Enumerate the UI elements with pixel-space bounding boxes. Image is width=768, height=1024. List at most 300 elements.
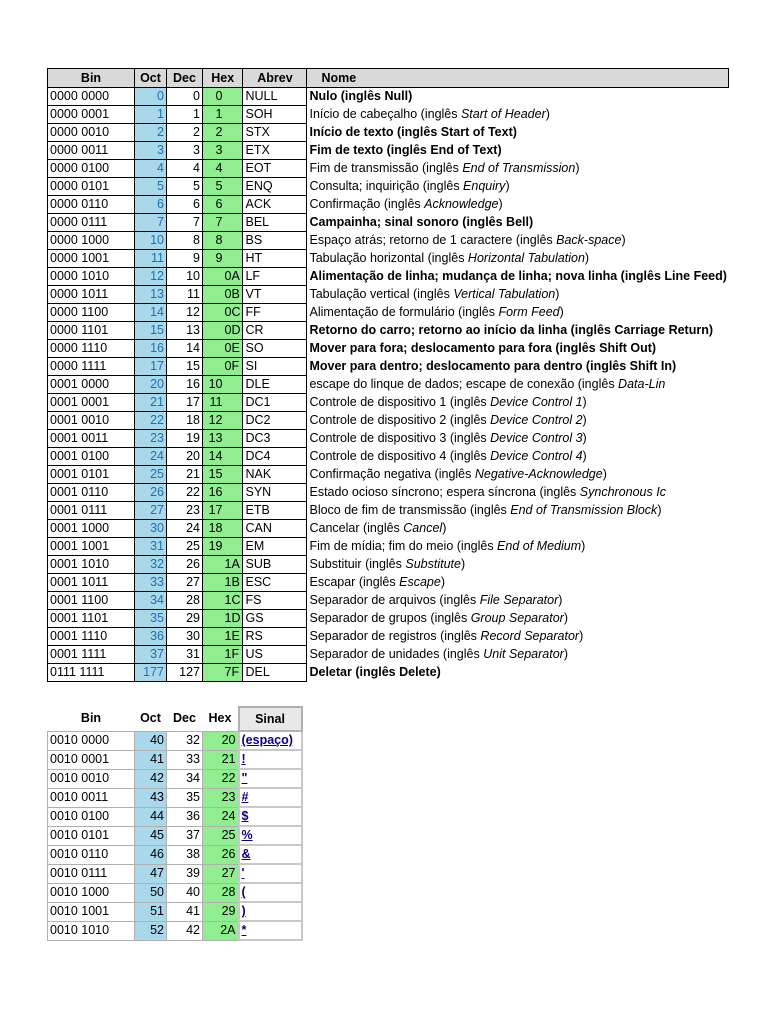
- cell-bin: 0010 1010: [48, 921, 135, 940]
- cell-bin: 0000 0111: [48, 214, 135, 232]
- printable-characters-table: [47, 706, 303, 941]
- cell-hex-letter: 1F: [225, 646, 243, 664]
- table-row: [48, 484, 729, 502]
- table-row: [48, 807, 302, 826]
- nome-text: Controle de dispositivo 1 (inglês: [309, 395, 491, 409]
- cell-bin: 0001 1000: [48, 520, 135, 538]
- cell-abrev: SYN: [243, 484, 307, 502]
- cell-dec: 8: [167, 232, 203, 250]
- cell-hex-letter: [225, 142, 243, 160]
- cell-abrev: ENQ: [243, 178, 307, 196]
- cell-oct: 35: [135, 610, 167, 628]
- cell-nome: [307, 538, 729, 556]
- cell-nome: [307, 214, 729, 232]
- cell-bin: 0010 0000: [48, 731, 135, 750]
- cell-sinal: [239, 788, 302, 807]
- table-row: [48, 921, 302, 940]
- cell-abrev: EM: [243, 538, 307, 556]
- cell-bin: 0001 1110: [48, 628, 135, 646]
- cell-dec: 31: [167, 646, 203, 664]
- nome-tail: ): [442, 521, 447, 535]
- cell-dec: 26: [167, 556, 203, 574]
- cell-nome: [307, 88, 729, 106]
- cell-hex-letter: [225, 394, 243, 412]
- table-row: [48, 106, 729, 124]
- table-row: [48, 610, 729, 628]
- ascii-control-table: [47, 68, 729, 682]
- cell-hex: 4: [203, 160, 225, 178]
- nome-english-term: Vertical Tabulation: [453, 287, 556, 301]
- nome-english-term: Device Control 1: [490, 395, 583, 409]
- cell-bin: 0000 1101: [48, 322, 135, 340]
- nome-text: Mover para fora; deslocamento para fora (inglês Shift Out): [309, 341, 657, 355]
- table-header-row: [48, 69, 729, 88]
- table-row: [48, 304, 729, 322]
- cell-hex-letter: 1C: [225, 592, 243, 610]
- table-row: [48, 750, 302, 769]
- sinal-link[interactable]: %: [241, 828, 253, 842]
- nome-text: Deletar (inglês Delete): [309, 665, 441, 679]
- cell-oct: 0: [135, 88, 167, 106]
- table-row: [48, 574, 729, 592]
- cell-dec: 19: [167, 430, 203, 448]
- cell-hex: 14: [203, 448, 225, 466]
- cell-hex: 0: [203, 88, 225, 106]
- cell-nome: [307, 142, 729, 160]
- nome-tail: ): [505, 179, 510, 193]
- nome-english-term: Group Separator: [470, 611, 564, 625]
- sinal-link[interactable]: #: [241, 790, 249, 804]
- cell-bin: 0000 0110: [48, 196, 135, 214]
- table-row: [48, 664, 729, 682]
- cell-hex: 7: [203, 214, 225, 232]
- cell-bin: 0000 1111: [48, 358, 135, 376]
- nome-tail: ): [559, 305, 564, 319]
- cell-hex-letter: [225, 196, 243, 214]
- cell-bin: 0000 1011: [48, 286, 135, 304]
- nome-english-term: End of Transmission Block: [510, 503, 658, 517]
- cell-oct: 42: [135, 769, 167, 788]
- cell-nome: [307, 160, 729, 178]
- header-oct: Oct: [135, 69, 167, 88]
- cell-bin: 0000 1100: [48, 304, 135, 322]
- cell-nome: [307, 178, 729, 196]
- cell-oct: 21: [135, 394, 167, 412]
- nome-english-term: Device Control 3: [490, 431, 583, 445]
- cell-bin: 0010 0011: [48, 788, 135, 807]
- cell-nome: [307, 232, 729, 250]
- cell-hex: [203, 268, 225, 286]
- sinal-link[interactable]: !: [241, 752, 246, 766]
- cell-bin: 0001 1101: [48, 610, 135, 628]
- nome-text: Alimentação de linha; mudança de linha; nova linha (inglês Line Feed): [309, 269, 727, 283]
- cell-abrev: DC4: [243, 448, 307, 466]
- cell-bin: 0010 0101: [48, 826, 135, 845]
- nome-text: Separador de arquivos (inglês: [309, 593, 480, 607]
- sinal-link[interactable]: *: [241, 923, 247, 937]
- nome-text: Escapar (inglês: [309, 575, 400, 589]
- cell-dec: 36: [167, 807, 203, 826]
- cell-nome: [307, 466, 729, 484]
- nome-tail: ): [555, 287, 560, 301]
- cell-bin: 0010 0010: [48, 769, 135, 788]
- cell-dec: 40: [167, 883, 203, 902]
- nome-text: Nulo (inglês Null): [309, 89, 413, 104]
- cell-hex-letter: [225, 214, 243, 232]
- cell-hex: 11: [203, 394, 225, 412]
- cell-hex: 10: [203, 376, 225, 394]
- cell-abrev: DLE: [243, 376, 307, 394]
- cell-bin: 0010 0111: [48, 864, 135, 883]
- nome-english-term: Substitute: [405, 557, 461, 571]
- cell-hex: [203, 322, 225, 340]
- cell-hex: 9: [203, 250, 225, 268]
- cell-oct: 2: [135, 124, 167, 142]
- cell-hex-letter: 0D: [225, 322, 243, 340]
- cell-nome: [307, 646, 729, 664]
- cell-abrev: GS: [243, 610, 307, 628]
- cell-abrev: DC2: [243, 412, 307, 430]
- table-row: [48, 142, 729, 160]
- cell-hex: 28: [203, 883, 239, 902]
- nome-text: Mover para dentro; deslocamento para dentro (inglês Shift In): [309, 359, 677, 373]
- cell-hex: 3: [203, 142, 225, 160]
- cell-hex-letter: [225, 502, 243, 520]
- nome-text: escape do linque de dados; escape de conexão (inglês: [309, 377, 619, 391]
- cell-dec: 32: [167, 731, 203, 750]
- cell-nome: [307, 376, 729, 394]
- cell-hex-letter: [225, 466, 243, 484]
- cell-oct: 43: [135, 788, 167, 807]
- cell-hex-letter: [225, 376, 243, 394]
- cell-hex-letter: 1B: [225, 574, 243, 592]
- table-row: [48, 160, 729, 178]
- cell-abrev: SOH: [243, 106, 307, 124]
- cell-dec: 24: [167, 520, 203, 538]
- table-row: [48, 769, 302, 788]
- sinal-link[interactable]: ): [241, 904, 246, 918]
- cell-hex: [203, 628, 225, 646]
- cell-hex: 24: [203, 807, 239, 826]
- sinal-link[interactable]: $: [241, 809, 249, 823]
- cell-abrev: NULL: [243, 88, 307, 106]
- ascii-printable-table: [47, 706, 303, 941]
- nome-tail: ): [602, 467, 607, 481]
- cell-sinal: [239, 921, 302, 940]
- cell-bin: 0010 0110: [48, 845, 135, 864]
- nome-text: Controle de dispositivo 4 (inglês: [309, 449, 491, 463]
- cell-abrev: CR: [243, 322, 307, 340]
- cell-dec: 18: [167, 412, 203, 430]
- table-row: [48, 196, 729, 214]
- cell-dec: 38: [167, 845, 203, 864]
- cell-hex: 18: [203, 520, 225, 538]
- cell-bin: 0111 1111: [48, 664, 135, 682]
- cell-oct: 14: [135, 304, 167, 322]
- table-row: [48, 466, 729, 484]
- cell-oct: 5: [135, 178, 167, 196]
- cell-dec: 39: [167, 864, 203, 883]
- cell-hex-letter: 0F: [225, 358, 243, 376]
- table-row: [48, 124, 729, 142]
- nome-english-term: End of Medium: [497, 539, 582, 553]
- cell-abrev: EOT: [243, 160, 307, 178]
- sinal-link[interactable]: (espaço): [241, 733, 293, 747]
- cell-dec: 5: [167, 178, 203, 196]
- nome-english-term: Escape: [399, 575, 441, 589]
- nome-text: Controle de dispositivo 2 (inglês: [309, 413, 491, 427]
- cell-abrev: SUB: [243, 556, 307, 574]
- cell-dec: 0: [167, 88, 203, 106]
- cell-bin: 0001 0010: [48, 412, 135, 430]
- cell-dec: 28: [167, 592, 203, 610]
- cell-hex-letter: 7F: [225, 664, 243, 682]
- nome-tail: ): [460, 557, 466, 571]
- nome-text: Fim de transmissão (inglês: [309, 161, 463, 175]
- cell-hex: 2A: [203, 921, 239, 940]
- cell-nome: [307, 250, 729, 268]
- cell-nome: [307, 286, 729, 304]
- nome-text: Controle de dispositivo 3 (inglês: [309, 431, 491, 445]
- cell-hex-letter: 0E: [225, 340, 243, 358]
- cell-abrev: FS: [243, 592, 307, 610]
- table-row: [48, 883, 302, 902]
- cell-sinal: [239, 902, 302, 921]
- cell-dec: 4: [167, 160, 203, 178]
- sinal-link[interactable]: (: [241, 885, 246, 899]
- cell-nome: [307, 358, 729, 376]
- table-row: [48, 268, 729, 286]
- cell-oct: 46: [135, 845, 167, 864]
- nome-text: Separador de grupos (inglês: [309, 611, 471, 625]
- cell-bin: 0000 1000: [48, 232, 135, 250]
- header-dec: Dec: [173, 711, 196, 726]
- cell-sinal: [239, 864, 302, 883]
- cell-oct: 26: [135, 484, 167, 502]
- cell-dec: 17: [167, 394, 203, 412]
- cell-bin: 0001 1010: [48, 556, 135, 574]
- cell-bin: 0010 1001: [48, 902, 135, 921]
- cell-oct: 50: [135, 883, 167, 902]
- cell-dec: 20: [167, 448, 203, 466]
- cell-sinal: [239, 807, 302, 826]
- cell-oct: 3: [135, 142, 167, 160]
- nome-english-term: Start of Header: [460, 107, 546, 121]
- cell-dec: 21: [167, 466, 203, 484]
- cell-dec: 27: [167, 574, 203, 592]
- nome-text: Cancelar (inglês: [309, 521, 404, 535]
- table-header-row: [48, 707, 302, 731]
- header-sinal: Sinal: [239, 707, 302, 731]
- cell-nome: [307, 196, 729, 214]
- cell-oct: 44: [135, 807, 167, 826]
- cell-nome: [307, 520, 729, 538]
- cell-hex-letter: [225, 160, 243, 178]
- cell-nome: [307, 412, 729, 430]
- cell-bin: 0001 0000: [48, 376, 135, 394]
- table-row: [48, 502, 729, 520]
- cell-abrev: FF: [243, 304, 307, 322]
- cell-hex: [203, 646, 225, 664]
- cell-dec: 7: [167, 214, 203, 232]
- cell-oct: 45: [135, 826, 167, 845]
- table-row: [48, 845, 302, 864]
- cell-oct: 36: [135, 628, 167, 646]
- cell-dec: 12: [167, 304, 203, 322]
- cell-oct: 23: [135, 430, 167, 448]
- cell-nome: [307, 592, 729, 610]
- nome-english-term: Enquiry: [463, 179, 506, 193]
- table-row: [48, 902, 302, 921]
- cell-hex-letter: [225, 484, 243, 502]
- table-row: [48, 394, 729, 412]
- table-row: [48, 556, 729, 574]
- cell-hex: 8: [203, 232, 225, 250]
- control-characters-table: [47, 68, 729, 682]
- cell-oct: 15: [135, 322, 167, 340]
- nome-tail: ): [498, 197, 503, 211]
- nome-text: Substituir (inglês: [309, 557, 406, 571]
- cell-hex-letter: [225, 520, 243, 538]
- header-dec: Dec: [167, 69, 203, 88]
- cell-dec: 41: [167, 902, 203, 921]
- cell-oct: 52: [135, 921, 167, 940]
- cell-nome: [307, 430, 729, 448]
- cell-oct: 47: [135, 864, 167, 883]
- cell-sinal: [239, 769, 302, 788]
- cell-abrev: CAN: [243, 520, 307, 538]
- cell-bin: 0001 0110: [48, 484, 135, 502]
- nome-text: Retorno do carro; retorno ao início da linha (inglês Carriage Return): [309, 323, 714, 337]
- cell-nome: [307, 484, 729, 502]
- cell-nome: [307, 268, 729, 286]
- cell-nome: [307, 322, 729, 340]
- cell-oct: 7: [135, 214, 167, 232]
- cell-hex: 26: [203, 845, 239, 864]
- cell-oct: 10: [135, 232, 167, 250]
- cell-hex-letter: 1E: [225, 628, 243, 646]
- nome-text: Tabulação horizontal (inglês: [309, 251, 468, 265]
- nome-tail: ): [581, 539, 586, 553]
- cell-bin: 0000 1010: [48, 268, 135, 286]
- nome-text: Confirmação (inglês: [309, 197, 425, 211]
- cell-abrev: STX: [243, 124, 307, 142]
- cell-hex: 16: [203, 484, 225, 502]
- nome-text: Espaço atrás; retorno de 1 caractere (inglês: [309, 233, 557, 247]
- cell-sinal: [239, 750, 302, 769]
- nome-tail: ): [440, 575, 445, 589]
- cell-hex-letter: 0B: [225, 286, 243, 304]
- cell-bin: 0001 0111: [48, 502, 135, 520]
- nome-english-term: Device Control 2: [490, 413, 583, 427]
- cell-nome: [307, 574, 729, 592]
- header-hex: Hex: [203, 69, 243, 88]
- nome-text: Fim de mídia; fim do meio (inglês: [309, 539, 498, 553]
- cell-hex-letter: 1A: [225, 556, 243, 574]
- cell-dec: 30: [167, 628, 203, 646]
- nome-tail: ): [563, 647, 568, 661]
- cell-oct: 51: [135, 902, 167, 921]
- table-row: [48, 520, 729, 538]
- cell-dec: 34: [167, 769, 203, 788]
- table-row: [48, 628, 729, 646]
- cell-dec: 11: [167, 286, 203, 304]
- cell-oct: 33: [135, 574, 167, 592]
- sinal-link[interactable]: ": [241, 771, 248, 785]
- nome-english-term: Cancel: [403, 521, 443, 535]
- table-row: [48, 340, 729, 358]
- cell-oct: 27: [135, 502, 167, 520]
- nome-english-term: End of Transmission: [462, 161, 576, 175]
- sinal-link[interactable]: ': [241, 866, 245, 880]
- cell-abrev: BS: [243, 232, 307, 250]
- cell-hex: 25: [203, 826, 239, 845]
- cell-abrev: BEL: [243, 214, 307, 232]
- cell-hex: 13: [203, 430, 225, 448]
- header-hex: Hex: [208, 711, 232, 726]
- cell-hex: [203, 592, 225, 610]
- cell-abrev: HT: [243, 250, 307, 268]
- nome-tail: ): [558, 593, 563, 607]
- cell-nome: [307, 448, 729, 466]
- nome-text: Consulta; inquirição (inglês: [309, 179, 464, 193]
- cell-oct: 30: [135, 520, 167, 538]
- nome-text: Estado ocioso síncrono; espera síncrona (inglês: [309, 485, 580, 499]
- cell-abrev: NAK: [243, 466, 307, 484]
- cell-hex: [203, 664, 225, 682]
- cell-hex: [203, 556, 225, 574]
- cell-nome: [307, 394, 729, 412]
- cell-hex-letter: 1D: [225, 610, 243, 628]
- cell-bin: 0010 0001: [48, 750, 135, 769]
- cell-dec: 42: [167, 921, 203, 940]
- sinal-link[interactable]: &: [241, 847, 251, 861]
- cell-hex: 6: [203, 196, 225, 214]
- table-row: [48, 376, 729, 394]
- table-row: [48, 232, 729, 250]
- cell-dec: 1: [167, 106, 203, 124]
- nome-tail: ): [582, 395, 587, 409]
- cell-bin: 0010 0100: [48, 807, 135, 826]
- cell-abrev: US: [243, 646, 307, 664]
- cell-dec: 33: [167, 750, 203, 769]
- cell-hex: 23: [203, 788, 239, 807]
- nome-tail: ): [545, 107, 550, 121]
- cell-oct: 37: [135, 646, 167, 664]
- cell-bin: 0001 1100: [48, 592, 135, 610]
- cell-abrev: SO: [243, 340, 307, 358]
- cell-hex: [203, 574, 225, 592]
- nome-english-term: Form Feed: [498, 305, 560, 319]
- nome-tail: ): [584, 251, 590, 265]
- table-row: [48, 88, 729, 106]
- nome-english-term: File Separator: [479, 593, 559, 607]
- cell-abrev: DEL: [243, 664, 307, 682]
- cell-bin: 0000 1001: [48, 250, 135, 268]
- table-row: [48, 864, 302, 883]
- cell-hex-letter: 0A: [225, 268, 243, 286]
- cell-bin: 0000 0010: [48, 124, 135, 142]
- cell-oct: 13: [135, 286, 167, 304]
- header-abrev: Abrev: [243, 69, 307, 88]
- cell-oct: 4: [135, 160, 167, 178]
- nome-text: Fim de texto (inglês End of Text): [309, 143, 502, 157]
- cell-oct: 32: [135, 556, 167, 574]
- nome-english-term: Record Separator: [480, 629, 580, 643]
- cell-hex-letter: [225, 178, 243, 196]
- cell-hex: 12: [203, 412, 225, 430]
- table-row: [48, 250, 729, 268]
